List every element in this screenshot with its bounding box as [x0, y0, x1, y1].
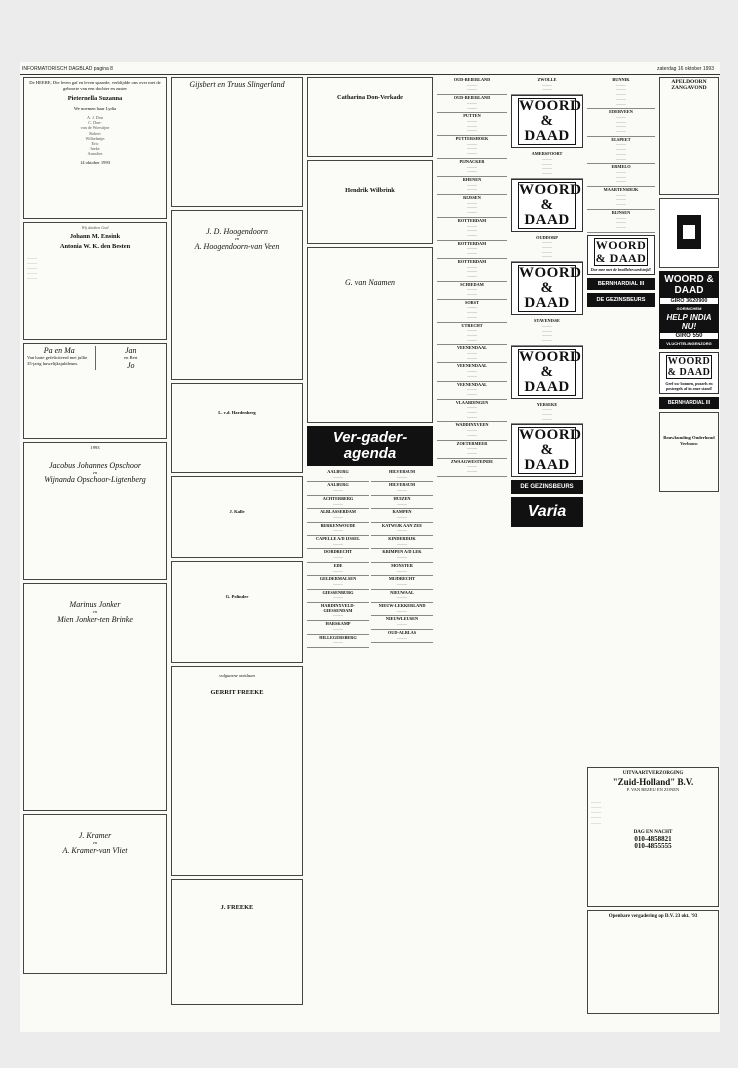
jonker-name1: Marinus Jonker [69, 600, 121, 609]
column-5: ZWOLLE .......... .......... WOORD & DAAD AMERSFOORT .......... .......... .......... .......... WOORD & DAAD OUDDORP .......... .......... .......... .......... WOORD & DAAD STAVENISSE .......... .......... .......... .......... WOORD & DAAD YERSEKE .......... .......... .......... WOORD & DAAD DE GEZINSBEURS Varia [511, 77, 583, 530]
freeke-label: volgaarne ontslaan [219, 673, 255, 678]
logo-box [659, 198, 719, 268]
page-header [20, 65, 720, 75]
column-2 [171, 77, 303, 1008]
birth-intro: De HEERE, Die leven gaf en leven spaarde, verblijdde ons over met de geboorte van een dochter en zuster [29, 80, 161, 91]
birth-name: Pieternella Suzanna [67, 95, 123, 103]
zuid-holland-ad: UITVAARTVERZORGING "Zuid-Holland" B.V. P. VAN BEZEU EN ZONEN .......... .......... .......... .......... .......... DAG EN NACHT 010-4858821 010-4855555 Openbare vergadering op D.V. 23 okt. '93 [587, 767, 719, 1017]
polinder-announcement [171, 561, 303, 663]
birth-family: We noemen haar Lydia [73, 106, 117, 112]
freeke-name: GERRIT FREEKE [210, 688, 264, 696]
jan-title: Jan [124, 346, 137, 355]
ensink-intro: Wij danken God [81, 225, 109, 230]
jonker-announcement [23, 583, 167, 811]
wilbrink-name: Hendrik Wilbrink [345, 187, 395, 194]
slingerland-title: Gijsbert en Truus Slingerland [189, 80, 285, 89]
church-logo-icon [669, 207, 709, 257]
kramer-announcement [23, 814, 167, 974]
hardenberg-name: L. v.d. Hardenberg [218, 410, 256, 415]
gezinsbeurs-ad-2: DE GEZINSBEURS [587, 293, 655, 307]
pa-en-ma-text: Van harte gefeliciteerd met jullie 35-jarig huwelijksjubileum. [27, 355, 88, 366]
agenda-banner: Ver-gader-agenda [307, 426, 433, 466]
ensink-name1: Johann M. Ensink [69, 233, 121, 241]
woord-daad-bonnen-ad: WOORD & DAAD Geef uw bonnen, puzzels en postzegels af in onze stand! [659, 352, 719, 394]
jonker-and: en [92, 609, 98, 614]
pa-en-ma-title: Pa en Ma [43, 346, 75, 355]
woord-daad-ad-4: WOORD & DAAD [511, 346, 583, 399]
bouwkunding-ad [659, 412, 719, 492]
column-6: BUNNIK .......... .......... .......... .......... .......... EDERVEEN .......... .......... .......... .......... ELSPEET .......... .......... .......... .......... ERMELO .......... .......... .......... MAARTENSDIJK .......... .......... .......... RIJNSEN .......... .......... .......... WOORD & DAAD Doe mee met de brailleleeswedstrijd! BERNHARDIAL III DE GEZINSBEURS [587, 77, 655, 310]
header-left: INFORMATORISCH DAGBLAD pagina 8 [22, 66, 113, 72]
column-1 [23, 77, 167, 977]
freeke-announcement [171, 666, 303, 876]
bernhardial-ad-1: BERNHARDIAL III [587, 278, 655, 290]
opschoor-name2: Wijnanda Opschoor-Ligtenberg [44, 475, 146, 485]
newspaper-page [20, 62, 720, 1032]
kramer-name2: A. Kramer-van Vliet [62, 845, 128, 855]
wilbrink-announcement [307, 160, 433, 244]
polinder-name: G. Polinder [225, 594, 249, 599]
woord-daad-braille-ad: WOORD & DAAD Doe mee met de brailleleeswedstrijd! [587, 235, 655, 275]
column-7 [659, 77, 719, 495]
woord-daad-ad-3: WOORD & DAAD [511, 262, 583, 315]
catharina-announcement [307, 77, 433, 157]
agenda-col-b: HILVERSUM .......... HILVERSUM .......... HUIZEN .......... KAMPEN .......... KATWIJK AAN ZEE .......... KINDERDIJK .......... KRIMPEN A/D LEK .......... MONSTER .......... MIJDRECHT .......... NIEUWAAL .......... NIEUW-LEKKERLAND .......... NIEUWLEUSEN .......... OUD-ALBLAS .......... [371, 469, 433, 648]
ensink-announcement [23, 222, 167, 340]
hardenberg-announcement [171, 383, 303, 473]
hoogendoorn-name1: J. D. Hoogendoorn [206, 227, 268, 236]
kalle-announcement [171, 476, 303, 558]
apeldoorn-subtitle: ZANGAVOND [671, 84, 707, 91]
freeke2-announcement [171, 879, 303, 1005]
ensink-name2: Antonia W. K. den Besten [59, 243, 131, 251]
slingerland-announcement [171, 77, 303, 207]
woord-daad-ad-5: WOORD & DAAD [511, 424, 583, 477]
freeke2-name: J. FREEKE [220, 904, 254, 911]
naamen-announcement [307, 247, 433, 423]
apeldoorn-title: APELDOORN [671, 79, 707, 85]
opschoor-and: en [92, 469, 98, 475]
jonker-name2: Mien Jonker-ten Brinke [57, 614, 133, 624]
naamen-name: G. van Naamen [345, 278, 395, 287]
opschoor-year: 1993 [90, 445, 100, 450]
catharina-name: Catharina Don-Verkade [337, 94, 403, 101]
birth-announcement [23, 77, 167, 219]
column-3 [307, 77, 433, 648]
kramer-name1: J. Kramer [78, 831, 112, 840]
birth-list: A. J. Don C. Don- van de Woestijne Robert Wilhelmijn Eric Ineke Annalies [80, 114, 110, 157]
varia-banner: Varia [511, 497, 583, 527]
column-4-agenda: OUD-BEIERLAND .......... .......... OUD-BEIERLAND .......... .......... PUTTEN .......... .......... .......... PUTTERSHOEK .......... .......... .......... PIJNACKER .......... .......... RHENEN .......... .......... RIJSSEN .......... .......... .......... ROTTERDAM .......... .......... .......... ROTTERDAM .......... .......... ROTTERDAM .......... .......... .......... SCHIEDAM .......... .......... SORST .......... .......... .......... UTRECHT .......... .......... .......... VEENENDAAL .......... .......... VEENENDAAL .......... .......... VEENENDAAL .......... .......... VLAARDINGEN .......... .......... .......... WADDINXVEEN .......... .......... ZOETERMEER .......... .......... ZWAAGWESTEINDE .......... .......... [437, 77, 507, 477]
header-right: zaterdag 16 oktober 1993 [657, 66, 714, 72]
hoogendoorn-announcement [171, 210, 303, 380]
woord-daad-ad-2: WOORD & DAAD [511, 179, 583, 232]
agenda-col-a: AALBURG .......... AALBURG .......... ACHTERBERG .......... ALBLASSERDAM .......... BERKENWOUDE .......... CAPELLE A/D IJSSEL .......... DORDRECHT .......... EDE .......... GELDERMALSEN .......... GIESSENBURG .......... HARDINXVELD-GIESSENDAM .......... HARSKAMP .......... HILLEGERSBERG .......... [307, 469, 369, 648]
kramer-and: en [92, 840, 98, 845]
apeldoorn-ad [659, 77, 719, 195]
bouwkunding-text: Bouwkunding Onderhoud Verbouw [663, 435, 715, 446]
jan-name: Jo [126, 360, 135, 370]
hoogendoorn-name2: A. Hoogendoorn-van Veen [194, 241, 280, 251]
kalle-name: J. Kalle [229, 509, 245, 514]
opschoor-name1: Jacobus Johannes Opschoor [49, 460, 141, 470]
birth-date: 14 oktober 1993 [79, 159, 111, 165]
agenda-columns [307, 469, 433, 648]
jan-and: en Bert [124, 355, 138, 360]
gezinsbeurs-ad: DE GEZINSBEURS [511, 480, 583, 494]
opschoor-announcement [23, 442, 167, 580]
header-rule [20, 74, 720, 75]
pa-en-ma-box [23, 343, 167, 439]
openbare-vergadering-ad: Openbare vergadering op D.V. 23 okt. '93 [587, 910, 719, 1014]
ensink-body: .......... .......... .......... .......... .......... [27, 254, 38, 281]
hoogendoorn-and: en [234, 236, 240, 241]
woord-daad-giro-ad: WOORD & DAAD GIRO 3620900 GORINCHEM HELP INDIA NU! GIRO 550 VLUCHTELINGENZORG [659, 271, 719, 349]
bernhardial-ad-2: BERNHARDIAL III [659, 397, 719, 409]
woord-daad-ad-1: WOORD & DAAD [511, 95, 583, 148]
